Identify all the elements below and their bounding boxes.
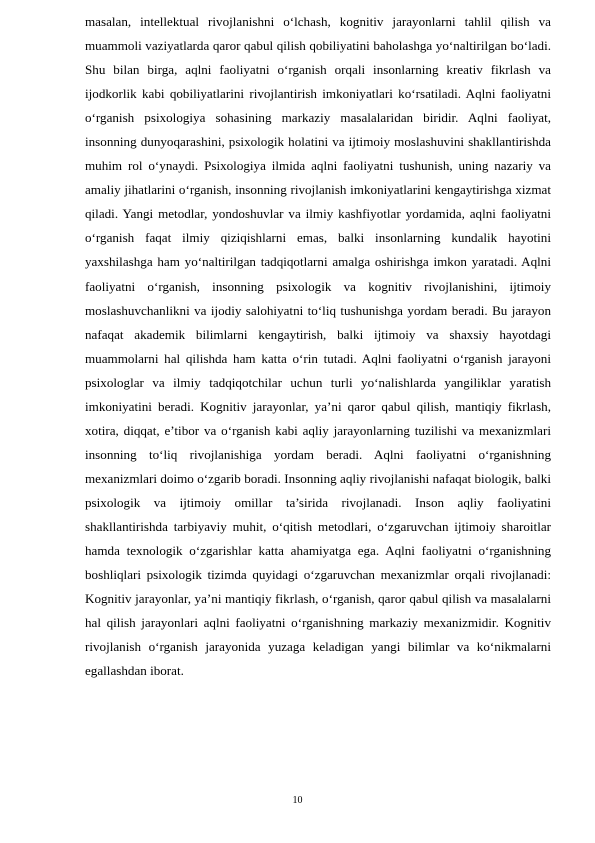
page-number: 10 <box>292 795 303 806</box>
body-paragraph: masalan, intellektual rivojlanishni o‘lchash, kognitiv jarayonlarni tahlil qilish va muammoli vaziyatlarda qaror qabul qilish qobiliyatini baholashga yo‘naltirilgan bo‘ladi. Shu bilan birga, aqlni faoliyatni o‘rganish orqali insonlarning kreativ fikrlash va ijodkorlik kabi qobiliyatlarini rivojlantirish imkoniyatlari ko‘rsatiladi. Aqlni faoliyatni o‘rganish psixologiya sohasining markaziy masalalaridan biridir. Aqlni faoliyat, insonning dunyoqarashini, psixologik holatini va ijtimoiy moslashuvini shakllantirishda muhim rol o‘ynaydi. Psixologiya ilmida aqlni faoliyatni tushunish, uning nazariy va amaliy jihatlarini o‘rganish, insonning rivojlanish imkoniyatlarini kengaytirishga xizmat qiladi. Yangi metodlar, yondoshuvlar va ilmiy kashfiyotlar yordamida, aqlni faoliyatni o‘rganish faqat ilmiy qiziqishlarni emas, balki insonlarning kundalik hayotini yaxshilashga ham yo‘naltirilgan tadqiqotlarni amalga oshirishga imkon yaratadi. Aqlni faoliyatni o‘rganish, insonning psixologik va kognitiv rivojlanishini, ijtimoiy moslashuvchanlikni va ijodiy salohiyatni to‘liq tushunishga yordam beradi. Bu jarayon nafaqat akademik bilimlarni kengaytirish, balki ijtimoiy va shaxsiy hayotdagi muammolarni hal qilishda ham katta o‘rin tutadi. Aqlni faoliyatni o‘rganish jarayoni psixologlar va ilmiy tadqiqotchilar uchun turli yo‘nalishlarda yangiliklar yaratish imkoniyatini beradi. Kognitiv jarayonlar, ya’ni qaror qabul qilish, mantiqiy fikrlash, xotira, diqqat, e’tibor va o‘rganish kabi aqliy jarayonlarning tuzilishi va mexanizmlari insonning to‘liq rivojlanishiga yordam beradi. Aqlni faoliyatni o‘rganishning mexanizmlari doimo o‘zgarib boradi. Insonning aqliy rivojlanishi nafaqat biologik, balki psixologik va ijtimoiy omillar ta’sirida rivojlanadi. Inson aqliy faoliyatini shakllantirishda tarbiyaviy muhit, o‘qitish metodlari, o‘zgaruvchan ijtimoiy sharoitlar hamda texnologik o‘zgarishlar katta ahamiyatga ega. Aqlni faoliyatni o‘rganishning boshliqlari psixologik tizimda quyidagi o‘zgaruvchan mexanizmlar orqali rivojlanadi: Kognitiv jarayonlar, ya’ni mantiqiy fikrlash, o‘rganish, qaror qabul qilish va masalalarni hal qilish jarayonlari aqlni faoliyatni o‘rganishning markaziy mexanizmidir. Kognitiv rivojlanish o‘rganish jarayonida yuzaga keladigan yangi bilimlar va ko‘nikmalarni egallashdan iborat. <box>85 14 551 679</box>
